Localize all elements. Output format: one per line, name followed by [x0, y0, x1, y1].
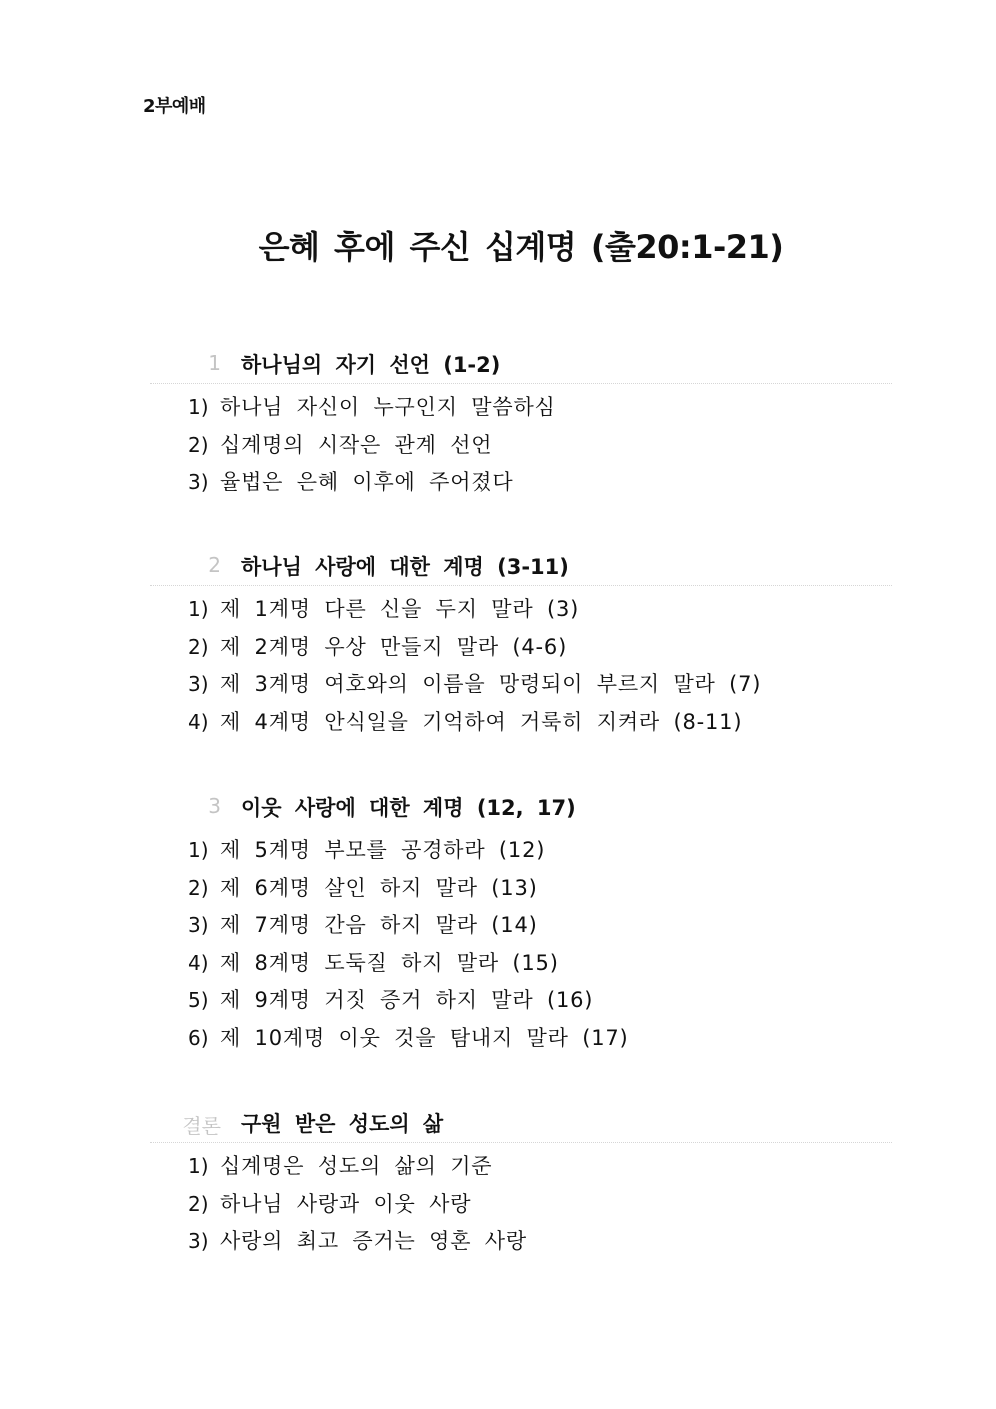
item-text: 제 9계명 거짓 증거 하지 말라 (16): [220, 988, 594, 1012]
list-item: [188, 427, 556, 465]
item-number: 2): [188, 432, 209, 457]
item-number: 3): [188, 672, 209, 696]
item-text: 제 6계명 살인 하지 말라 (13): [220, 875, 538, 900]
section-heading: [0, 788, 996, 828]
dotted-divider: [150, 383, 892, 384]
item-text: 십계명의 시작은 관계 선언: [220, 432, 493, 457]
list-item: [188, 870, 629, 908]
section-love-god: [0, 547, 996, 734]
section-number: 3: [208, 794, 221, 818]
item-number: 1): [188, 838, 209, 862]
item-number: 1): [188, 395, 209, 419]
point-list: [188, 389, 556, 502]
item-number: 3): [188, 470, 209, 494]
section-heading: [0, 547, 996, 587]
item-text: 제 7계명 간음 하지 말라 (14): [220, 913, 538, 937]
list-item: [188, 666, 761, 704]
item-number: 6): [188, 1025, 209, 1050]
point-list: [188, 591, 761, 741]
item-number: 3): [188, 913, 209, 937]
item-text: 제 8계명 도둑질 하지 말라 (15): [220, 950, 559, 975]
item-text: 율법은 은혜 이후에 주어졌다: [220, 470, 514, 494]
list-item: [188, 907, 629, 945]
list-item: [188, 1148, 527, 1186]
section-title: 하나님의 자기 선언 (1-2): [241, 353, 501, 377]
section-title: 하나님 사랑에 대한 계명 (3-11): [241, 555, 569, 579]
list-item: [188, 945, 629, 983]
item-text: 제 3계명 여호와의 이름을 망령되이 부르지 말라 (7): [220, 672, 762, 696]
list-item: [188, 1223, 527, 1261]
list-item: [188, 591, 761, 629]
dotted-divider: [150, 585, 892, 586]
section-number: 결론: [182, 1114, 221, 1138]
section-heading: [0, 1104, 996, 1144]
item-number: 4): [188, 709, 209, 734]
point-list: [188, 1148, 527, 1261]
item-number: 2): [188, 634, 209, 659]
item-text: 제 4계명 안식일을 기억하여 거룩히 지켜라 (8-11): [220, 709, 743, 734]
item-text: 사랑의 최고 증거는 영혼 사랑: [220, 1229, 527, 1253]
item-text: 제 2계명 우상 만들지 말라 (4-6): [220, 634, 568, 659]
section-self-declaration: [0, 345, 996, 494]
item-text: 제 1계명 다른 신을 두지 말라 (3): [220, 597, 580, 621]
item-text: 십계명은 성도의 삶의 기준: [220, 1154, 493, 1178]
list-item: [188, 1020, 629, 1058]
item-number: 4): [188, 950, 209, 975]
dotted-divider: [150, 1142, 892, 1143]
list-item: [188, 1186, 527, 1224]
item-text: 제 5계명 부모를 공경하라 (12): [220, 838, 546, 862]
point-list: [188, 832, 629, 1057]
section-title: 이웃 사랑에 대한 계명 (12, 17): [241, 796, 576, 820]
list-item: [188, 704, 761, 742]
list-item: [188, 389, 556, 427]
item-number: 2): [188, 1191, 209, 1216]
list-item: [188, 464, 556, 502]
item-text: 하나님 자신이 누구인지 말씀하심: [220, 395, 556, 419]
item-number: 5): [188, 988, 209, 1012]
list-item: [188, 629, 761, 667]
section-title: 구원 받은 성도의 삶: [241, 1112, 444, 1136]
section-love-neighbor: [0, 788, 996, 1050]
item-text: 제 10계명 이웃 것을 탐내지 말라 (17): [220, 1025, 629, 1050]
item-text: 하나님 사랑과 이웃 사랑: [220, 1191, 472, 1216]
item-number: 3): [188, 1229, 209, 1253]
section-conclusion: [0, 1104, 996, 1253]
item-number: 2): [188, 875, 209, 900]
item-number: 1): [188, 597, 209, 621]
section-number: 2: [208, 553, 221, 577]
item-number: 1): [188, 1154, 209, 1178]
list-item: [188, 832, 629, 870]
sermon-title: 은혜 후에 주신 십계명 (출20:1-21): [258, 228, 784, 266]
service-label: 2부예배: [143, 96, 206, 117]
section-heading: [0, 345, 996, 385]
section-number: 1: [208, 351, 221, 375]
list-item: [188, 982, 629, 1020]
